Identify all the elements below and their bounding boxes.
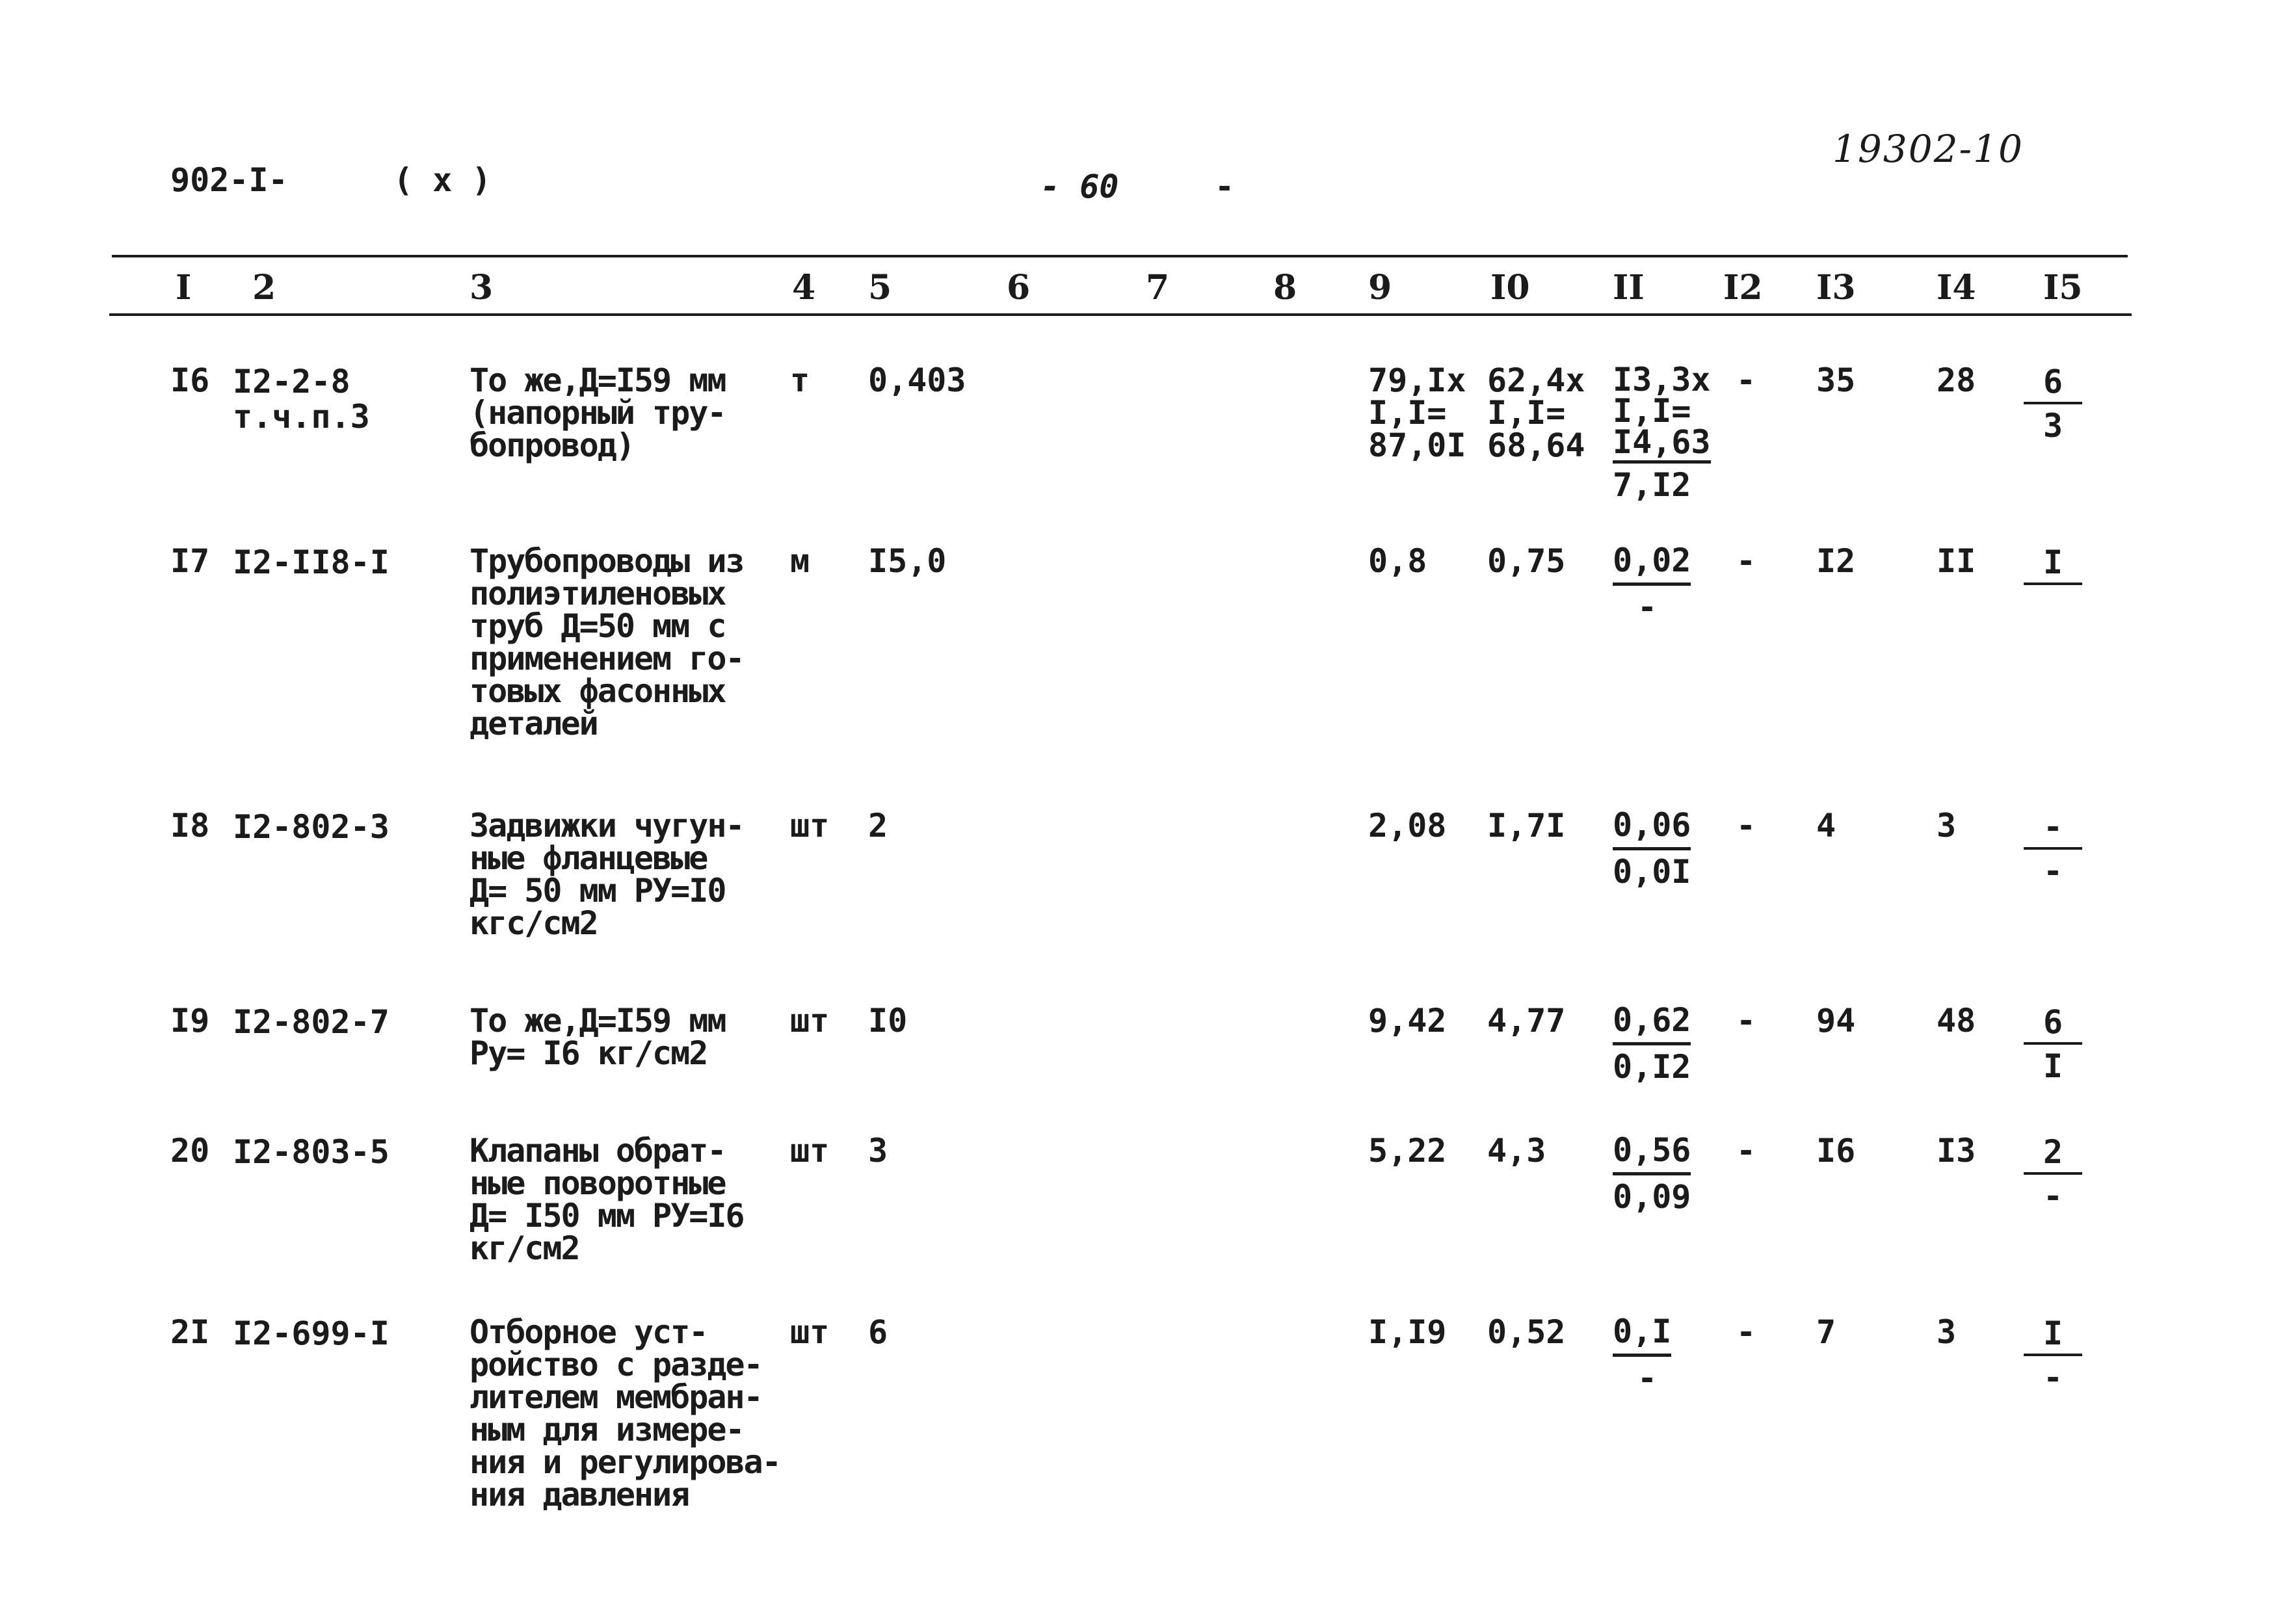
row-number: I6 xyxy=(170,361,210,399)
col-11-fraction xyxy=(1613,361,1711,504)
quantity: I5,0 xyxy=(868,542,947,580)
unit: шт xyxy=(790,1132,830,1170)
column-header-13: I3 xyxy=(1816,268,1856,308)
norm-code: I2-II8-I xyxy=(233,544,390,581)
col-11-fraction xyxy=(1613,806,1691,891)
col-15-numerator: - xyxy=(2024,809,2082,850)
norm-code: I2-2-8 т.ч.п.3 xyxy=(233,363,370,436)
col-10-value: 0,52 xyxy=(1487,1313,1566,1351)
work-description: Трубопроводы из полиэтиленовых труб Д=50 мм с применением го- товых фасонных деталей xyxy=(470,542,744,742)
col-11-fraction xyxy=(1613,1313,1672,1397)
col-13-value: 35 xyxy=(1816,361,1856,399)
row-number: I8 xyxy=(170,807,210,845)
column-header-1: I xyxy=(176,268,192,308)
col-11-numerator: 0,56 xyxy=(1613,1134,1691,1175)
column-header-7: 7 xyxy=(1146,268,1170,308)
col-9-value: 79,Iх I,I= 87,0I xyxy=(1368,361,1466,464)
col-15-numerator: 2 xyxy=(2024,1134,2082,1175)
col-15-numerator: I xyxy=(2024,545,2082,585)
column-header-9: 9 xyxy=(1368,268,1392,308)
col-11-denominator: 7,I2 xyxy=(1613,466,1691,504)
col-15-fraction xyxy=(2024,809,2082,889)
col-11-numerator: I3,3х I,I= I4,63 xyxy=(1613,364,1711,464)
table-header-rule xyxy=(109,313,2132,316)
table-top-rule xyxy=(112,255,2128,257)
column-header-15: I5 xyxy=(2043,268,2083,308)
col-10-value: 62,4х I,I= 68,64 xyxy=(1487,361,1585,464)
col-15-denominator: - xyxy=(2043,1177,2063,1215)
unit: т xyxy=(790,361,810,399)
quantity: 3 xyxy=(868,1132,888,1170)
work-description: То же,Д=I59 мм Ру= I6 кг/см2 xyxy=(470,1002,726,1072)
page-number: - 60 xyxy=(1040,168,1119,205)
col-14-value: 28 xyxy=(1937,361,1976,399)
col-15-denominator xyxy=(2024,589,2082,624)
column-header-3: 3 xyxy=(470,268,494,308)
col-14-value: I3 xyxy=(1937,1132,1976,1170)
norm-code: I2-699-I xyxy=(233,1315,390,1352)
col-15-denominator: I xyxy=(2043,1047,2063,1085)
col-11-denominator: 0,0I xyxy=(1613,853,1691,891)
col-12-value: - xyxy=(1736,542,1756,580)
col-12-value: - xyxy=(1736,1002,1756,1040)
column-header-14: I4 xyxy=(1937,268,1976,308)
col-11-denominator: - xyxy=(1637,588,1658,626)
col-11-numerator: 0,02 xyxy=(1613,545,1691,586)
unit: м xyxy=(790,542,810,580)
col-13-value: 94 xyxy=(1816,1002,1856,1040)
col-13-value: 7 xyxy=(1816,1313,1836,1351)
norm-code: I2-802-7 xyxy=(233,1003,390,1041)
column-header-2: 2 xyxy=(252,268,276,308)
norm-code: I2-802-3 xyxy=(233,808,390,846)
col-12-value: - xyxy=(1736,807,1756,845)
work-description: Задвижки чугун- ные фланцевые Д= 50 мм РУ=I0 кгс/см2 xyxy=(470,807,744,942)
col-11-fraction xyxy=(1613,1001,1691,1086)
col-9-value: 9,42 xyxy=(1368,1002,1447,1040)
col-15-fraction xyxy=(2024,1004,2082,1084)
col-15-numerator: 6 xyxy=(2024,1004,2082,1045)
norm-code: I2-803-5 xyxy=(233,1133,390,1171)
document-code: 902-I- xyxy=(170,161,288,199)
quantity: 2 xyxy=(868,807,888,845)
col-15-fraction xyxy=(2024,364,2082,443)
col-15-denominator: 3 xyxy=(2043,407,2063,445)
col-11-denominator: 0,I2 xyxy=(1613,1048,1691,1086)
col-11-fraction xyxy=(1613,1131,1691,1216)
column-header-5: 5 xyxy=(868,268,892,308)
document-variant: ( x ) xyxy=(393,161,492,199)
col-10-value: 0,75 xyxy=(1487,542,1566,580)
col-12-value: - xyxy=(1736,361,1756,399)
col-14-value: II xyxy=(1937,542,1976,580)
col-11-denominator: - xyxy=(1637,1359,1658,1397)
col-14-value: 48 xyxy=(1937,1002,1976,1040)
col-15-denominator: - xyxy=(2043,852,2063,890)
column-header-12: I2 xyxy=(1723,268,1763,308)
col-15-fraction xyxy=(2024,545,2082,624)
work-description: Отборное уст- ройство с разде- лителем мембран- ным для измере- ния и регулирова- ния давления xyxy=(470,1313,780,1513)
col-14-value: 3 xyxy=(1937,1313,1957,1351)
col-15-fraction xyxy=(2024,1316,2082,1395)
work-description: Клапаны обрат- ные поворотные Д= I50 мм РУ=I6 кг/см2 xyxy=(470,1132,744,1267)
row-number: I9 xyxy=(170,1002,210,1040)
quantity: I0 xyxy=(868,1002,908,1040)
col-12-value: - xyxy=(1736,1132,1756,1170)
row-number: 20 xyxy=(170,1132,210,1170)
col-11-numerator: 0,I xyxy=(1613,1316,1671,1357)
column-header-6: 6 xyxy=(1007,268,1031,308)
col-12-value: - xyxy=(1736,1313,1756,1351)
work-description: То же,Д=I59 мм (напорный тру- бопровод) xyxy=(470,361,726,464)
unit: шт xyxy=(790,1313,830,1351)
col-9-value: 5,22 xyxy=(1368,1132,1447,1170)
quantity: 0,403 xyxy=(868,361,966,399)
col-10-value: I,7I xyxy=(1487,807,1566,845)
col-9-value: I,I9 xyxy=(1368,1313,1447,1351)
col-14-value: 3 xyxy=(1937,807,1957,845)
col-15-numerator: 6 xyxy=(2024,364,2082,404)
col-15-denominator: - xyxy=(2043,1359,2063,1396)
col-15-numerator: I xyxy=(2024,1316,2082,1356)
unit: шт xyxy=(790,807,830,845)
col-11-denominator: 0,09 xyxy=(1613,1178,1691,1216)
unit: шт xyxy=(790,1002,830,1040)
column-header-11: II xyxy=(1613,268,1645,308)
col-15-fraction xyxy=(2024,1134,2082,1214)
page-number-dash: - xyxy=(1215,168,1235,205)
col-11-fraction xyxy=(1613,542,1691,626)
col-13-value: I6 xyxy=(1816,1132,1856,1170)
column-header-4: 4 xyxy=(792,268,816,308)
col-13-value: I2 xyxy=(1816,542,1856,580)
row-number: I7 xyxy=(170,542,210,580)
row-number: 2I xyxy=(170,1313,210,1351)
col-11-numerator: 0,06 xyxy=(1613,809,1691,850)
column-header-10: I0 xyxy=(1490,268,1530,308)
col-9-value: 2,08 xyxy=(1368,807,1447,845)
col-10-value: 4,3 xyxy=(1487,1132,1546,1170)
col-10-value: 4,77 xyxy=(1487,1002,1566,1040)
col-13-value: 4 xyxy=(1816,807,1836,845)
col-11-numerator: 0,62 xyxy=(1613,1004,1691,1045)
handwritten-stamp-number: 19302-10 xyxy=(1833,127,2024,171)
column-header-8: 8 xyxy=(1273,268,1297,308)
col-9-value: 0,8 xyxy=(1368,542,1427,580)
quantity: 6 xyxy=(868,1313,888,1351)
